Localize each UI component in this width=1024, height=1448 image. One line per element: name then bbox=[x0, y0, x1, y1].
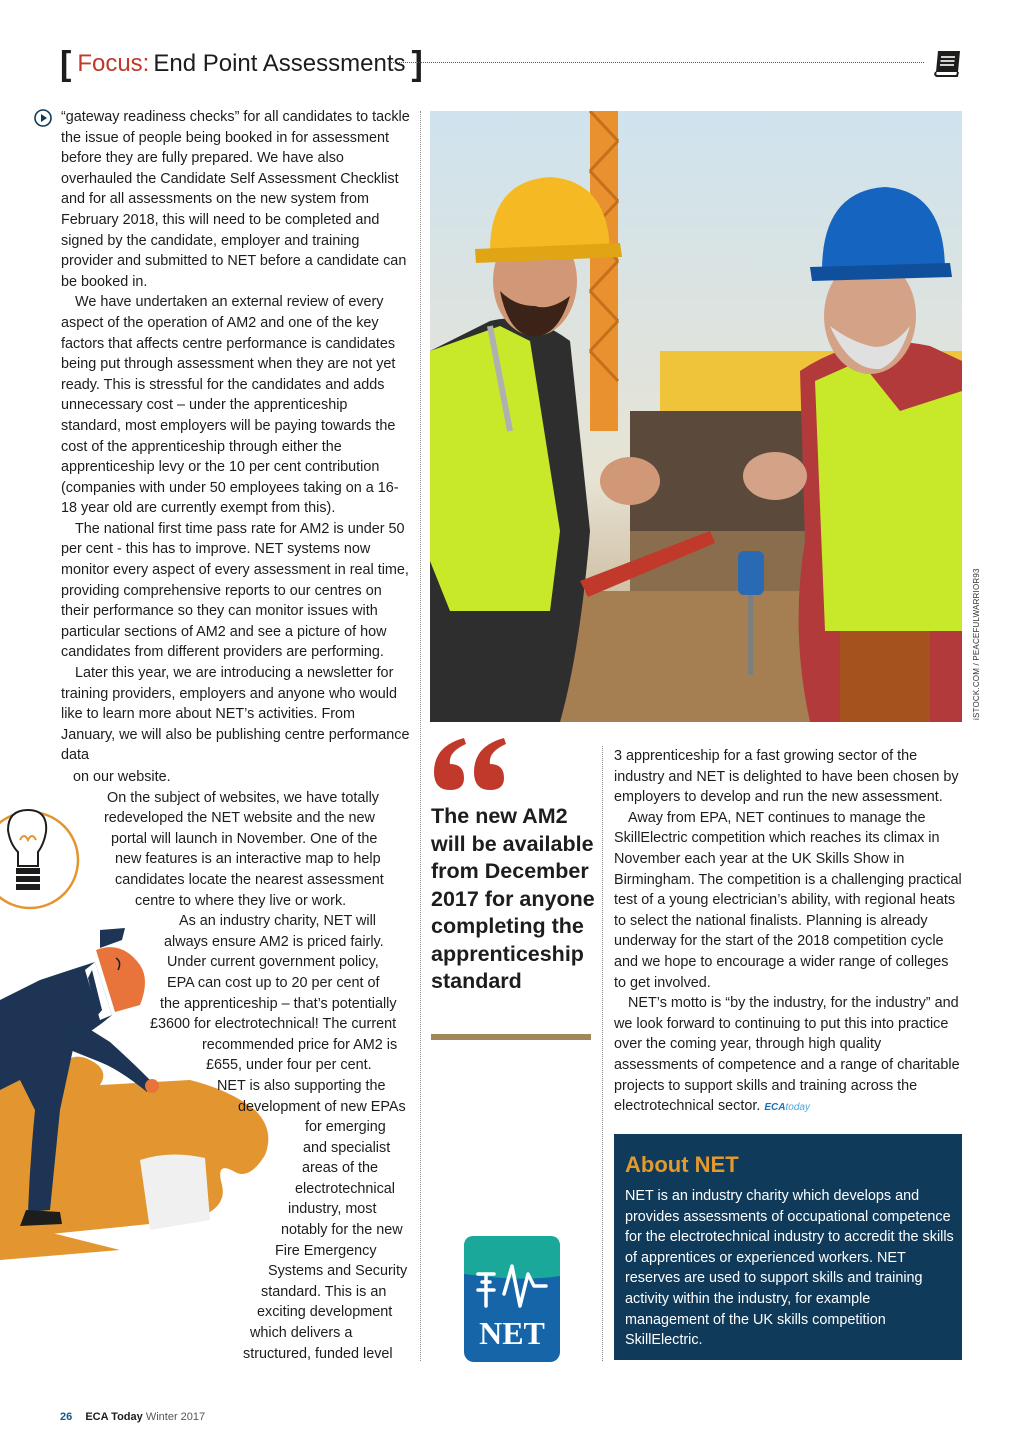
eca-today-end-mark bbox=[764, 1102, 810, 1113]
text-line: the apprenticeship – that’s potentially bbox=[160, 995, 397, 1012]
text-line: areas of the bbox=[302, 1160, 379, 1177]
text-line: notably for the new bbox=[281, 1222, 403, 1239]
text-line: recommended price for AM2 is bbox=[202, 1036, 398, 1053]
paragraph: We have undertaken an external review of every aspect of the operation of AM2 and one of the key factors that affects centre performance is candidates being put through assessment when they are not yet ready. This is stressful for the candidates and adds unnecessary cost – under the apprenticeship standard, most employers will be paying towards the cost of the apprenticeship through either the apprenticeship levy or the 10 per cent contribution (companies with under 50 employees taking on a 16-18 year old are currently exempt from this). bbox=[61, 294, 399, 517]
text-line: which delivers a bbox=[250, 1325, 353, 1342]
text-line: development of new EPAs bbox=[238, 1098, 406, 1115]
text-line: centre to where they live or work. bbox=[135, 892, 347, 909]
about-title: About NET bbox=[625, 1152, 739, 1177]
net-logo-text: NET bbox=[479, 1315, 545, 1351]
focus-label: Focus: bbox=[77, 50, 150, 77]
magazine-name: ECA Today bbox=[85, 1411, 143, 1423]
pull-quote: The new AM2 will be available from December 2017 for anyone completing the apprenticeship standard bbox=[431, 804, 595, 993]
page-number: 26 bbox=[60, 1411, 73, 1423]
text-line: Systems and Security bbox=[268, 1263, 408, 1280]
text-line: exciting development bbox=[257, 1304, 393, 1321]
paragraph-text: NET’s motto is “by the industry, for the industry” and we look forward to continuing to put this into practice over the coming year, through high quality assessments of competence and a range of charitable projects to support skills and training across the electrotechnical sector. bbox=[614, 995, 960, 1115]
text-line: EPA can cost up to 20 per cent of bbox=[167, 974, 380, 991]
text-line: Fire Emergency bbox=[275, 1242, 377, 1259]
photo-credit bbox=[972, 560, 988, 720]
book-icon bbox=[932, 48, 964, 78]
text-line: electrotechnical bbox=[295, 1180, 395, 1197]
text-line: new features is an interactive map to help bbox=[115, 851, 381, 868]
text-line: NET is also supporting the bbox=[217, 1077, 386, 1094]
text-line: redeveloped the NET website and the new bbox=[104, 810, 375, 827]
header-dotted-rule bbox=[390, 62, 924, 63]
paragraph: 3 apprenticeship for a fast growing sector of the industry and NET is delighted to have been chosen by employers to develop and run the new assessment. bbox=[614, 748, 959, 806]
end-mark-today: today bbox=[785, 1102, 810, 1114]
issue-label: Winter 2017 bbox=[145, 1411, 206, 1423]
article-column-3 bbox=[614, 746, 964, 1119]
text-line: candidates locate the nearest assessment bbox=[115, 871, 384, 888]
electricians-photo bbox=[430, 111, 962, 722]
end-mark-eca: ECA bbox=[764, 1102, 786, 1114]
text-line: £655, under four per cent. bbox=[206, 1057, 372, 1074]
text-line: for emerging bbox=[305, 1119, 386, 1136]
net-logo bbox=[464, 1236, 560, 1362]
continue-arrow-icon bbox=[34, 109, 52, 127]
section-header bbox=[60, 42, 423, 86]
paragraph: Away from EPA, NET continues to manage the SkillElectric competition which reaches its climax in November each year at the UK Skills Show in Birmingham. The competition is a challenging practical test of a young electrician’s ability, with regional heats to select the national finalists. Planning is already underway for the start of the 2018 competition cycle and we hope to encourage a wider range of colleges to get involved. bbox=[614, 809, 962, 991]
page-footer bbox=[60, 1411, 205, 1423]
paragraph: Later this year, we are introducing a newsletter for training providers, employers and anyone who would like to learn more about NET’s activities. From January, we will also be publishing centre performance data bbox=[61, 665, 410, 764]
paragraph bbox=[614, 993, 964, 1119]
about-net-box bbox=[614, 1134, 962, 1360]
bracket-close: ] bbox=[411, 45, 423, 83]
text-line: standard. This is an bbox=[261, 1283, 387, 1300]
photo-credit-text: iSTOCK.COM / PEACEFULWARRIOR93 bbox=[972, 568, 981, 720]
paragraph: The national first time pass rate for AM2 is under 50 per cent - this has to improve. NET systems now monitor every aspect of every assessment in real time, providing comprehensive reports to our centres on their performance so they can monitor issues with particular sections of AM2 and see a picture of how candidates from different providers are performing. bbox=[61, 520, 409, 661]
text-line: on our website. bbox=[73, 769, 171, 785]
quote-mark-icon bbox=[430, 736, 510, 792]
text-line: As an industry charity, NET will bbox=[179, 913, 376, 930]
text-line: structured, funded level bbox=[243, 1345, 393, 1362]
paragraph: “gateway readiness checks” for all candidates to tackle the issue of people being booked in for assessment before they are fully prepared. We have also overhauled the Candidate Self Assessment Checklist and for all assessments on the new system from February 2018, this will need to be completed and signed by the candidate, employer and training provider and submitted to NET before a candidate can be booked in. bbox=[61, 109, 410, 290]
text-line: On the subject of websites, we have totally bbox=[107, 789, 379, 806]
text-line: Under current government policy, bbox=[167, 954, 379, 971]
about-body: NET is an industry charity which develops and provides assessments of occupational competence for the electrotechnical industry to accredit the skills of apprentices or experienced workers. NET reserves are used to support skills and training activity within the industry, for example management of the UK skills competition SkillElectric. bbox=[625, 1188, 954, 1349]
section-title: End Point Assessments bbox=[153, 50, 406, 77]
article-flow-text bbox=[0, 767, 420, 1364]
text-line: and specialist bbox=[303, 1139, 391, 1156]
text-line: industry, most bbox=[288, 1201, 377, 1218]
text-line: always ensure AM2 is priced fairly. bbox=[164, 933, 384, 950]
column-divider bbox=[420, 111, 421, 1361]
text-line: portal will launch in November. One of the bbox=[111, 830, 378, 847]
text-line: £3600 for electrotechnical! The current bbox=[150, 1016, 397, 1033]
article-column-1 bbox=[61, 107, 411, 766]
bracket-open: [ bbox=[60, 45, 72, 83]
pull-quote-rule bbox=[431, 1034, 591, 1040]
